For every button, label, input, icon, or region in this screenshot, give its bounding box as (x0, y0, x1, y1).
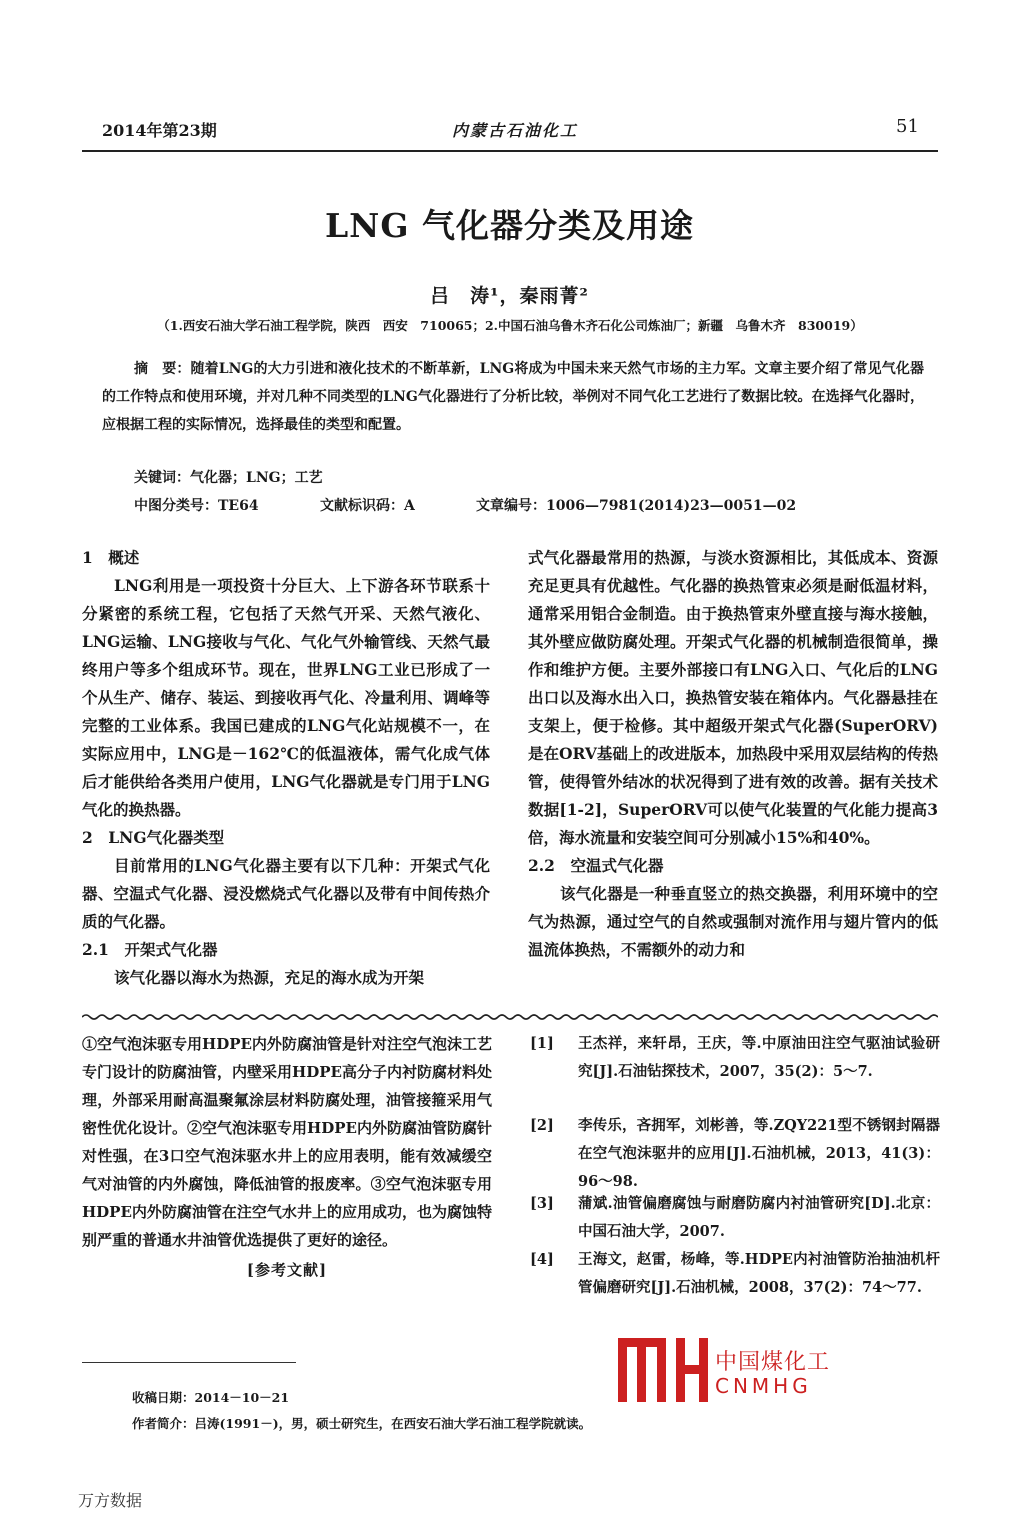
reference-item (530, 1112, 940, 1196)
article-abstract: 摘 要：随着LNG的大力引进和液化技术的不断革新，LNG将成为中国未来天然气市场的主力军。文章主要介绍了常见气化器的工作特点和使用环境，并对几种不同类型的LNG气化器进行了分析比较，举例对不同气化工艺进行了数据比较。在选择气化器时，应根据工程的实际情况，选择最佳的类型和配置。 (102, 361, 924, 433)
document-code: 文献标识码：A (320, 498, 415, 514)
section-heading: 1 概述 (82, 548, 140, 567)
journal-name: 内蒙古石油化工 (452, 121, 579, 140)
paragraph: LNG利用是一项投资十分巨大、上下游各环节联系十分紧密的系统工程，它包括了天然气开采、天然气液化、LNG运输、LNG接收与气化、气化气外输管线、天然气最终用户等多个组成环节。现在，世界LNG工业已形成了一个从生产、储存、装运、到接收再气化、冷量利用、调峰等完整的工业体系。我国已建成的LNG气化站规模不一，在实际应用中，LNG是－162℃的低温液体，需气化成气体后才能供给各类用户使用，LNG气化器就是专门用于LNG气化的换热器。 (82, 576, 490, 819)
header-rule (82, 150, 938, 152)
watermark-text: 万方数据 (78, 1491, 143, 1510)
paragraph: 目前常用的LNG气化器主要有以下几种：开架式气化器、空温式气化器、浸没燃烧式气化器以及带有中间传热介质的气化器。 (82, 856, 490, 931)
reference-text: 王杰祥，来轩昂，王庆，等.中原油田注空气驱油试验研究[J].石油钻探技术，2007，35(2)：5～7. (578, 1035, 940, 1080)
paragraph: 式气化器最常用的热源，与淡水资源相比，其低成本、资源充足更具有优越性。气化器的换热管束必须是耐低温材料，通常采用铝合金制造。由于换热管束外壁直接与海水接触，其外壁应做防腐处理。开架式气化器的机械制造很简单，操作和维护方便。主要外部接口有LNG入口、气化后的LNG出口以及海水出入口，换热管安装在箱体内。气化器悬挂在支架上，便于检修。其中超级开架式气化器(SuperORV)是在ORV基础上的改进版本，加热段中采用双层结构的传热管，使得管外结冰的状况得到了进有效的改善。据有关技术数据[1-2]，SuperORV可以使气化装置的气化能力提高3倍，海水流量和安装空间可分别减小15%和40%。 (528, 548, 938, 847)
references-heading: [参考文献] (246, 1261, 328, 1279)
page-number: 51 (896, 116, 919, 137)
left-column (82, 544, 490, 992)
article-title: LNG 气化器分类及用途 (324, 206, 695, 245)
paragraph: ①空气泡沫驱专用HDPE内外防腐油管是针对注空气泡沫工艺专门设计的防腐油管，内壁采用HDPE高分子内衬防腐材料处理，外部采用耐高温聚氟涂层材料防腐处理，油管接箍采用气密性优化设计。②空气泡沫驱专用HDPE内外防腐油管防腐针对性强，在3口空气泡沫驱水井上的应用表明，能有效减缓空气对油管的内外腐蚀，降低油管的报废率。③空气泡沫驱专用HDPE内外防腐油管在注空气水井上的应用成功，也为腐蚀特别严重的普通水井油管优选提供了更好的途径。 (82, 1035, 492, 1249)
section-heading: 2 LNG气化器类型 (82, 828, 225, 847)
subsection-heading: 2.1 开架式气化器 (82, 940, 218, 959)
article-separator (82, 1013, 938, 1021)
reference-text: 蒲斌.油管偏磨腐蚀与耐磨防腐内衬油管研究[D].北京：中国石油大学，2007. (578, 1195, 940, 1240)
clc-number: 中图分类号：TE64 (134, 498, 259, 514)
logo-english-text: CNMHG (715, 1374, 812, 1398)
reference-text: 王海文，赵雷，杨峰，等.HDPE内衬油管防治抽油机杆管偏磨研究[J].石油机械，2008，37(2)：74～77. (578, 1251, 940, 1296)
paragraph: 该气化器是一种垂直竖立的热交换器，利用环境中的空气为热源，通过空气的自然或强制对流作用与翅片管内的低温流体换热，不需额外的动力和 (528, 884, 938, 959)
reference-number: [4] (530, 1251, 554, 1268)
paragraph: 该气化器以海水为热源，充足的海水成为开架 (114, 968, 425, 987)
prev-article-conclusion (82, 1030, 492, 1284)
classification-line (134, 495, 796, 515)
footnote-rule (82, 1362, 296, 1363)
cnmhg-logo-icon (618, 1338, 708, 1402)
article-affiliation: （1.西安石油大学石油工程学院，陕西 西安 710065；2.中国石油乌鲁木齐石化公司炼油厂；新疆 乌鲁木齐 830019） (157, 318, 863, 333)
reference-item (530, 1030, 940, 1086)
article-authors: 吕 涛¹，秦雨菁² (430, 285, 589, 307)
issue-label: 2014年第23期 (102, 121, 217, 140)
author-bio: 作者简介：吕涛(1991－)，男，硕士研究生，在西安石油大学石油工程学院就读。 (132, 1416, 592, 1431)
subsection-heading: 2.2 空温式气化器 (528, 856, 664, 875)
reference-number: [3] (530, 1195, 554, 1212)
reference-number: [2] (530, 1117, 554, 1134)
reference-text: 李传乐，吝拥军，刘彬善，等.ZQY221型不锈钢封隔器在空气泡沫驱井的应用[J].石油机械，2013，41(3)：96～98. (578, 1117, 940, 1190)
article-number: 文章编号：1006—7981(2014)23—0051—02 (476, 498, 797, 514)
right-column (528, 544, 938, 964)
reference-number: [1] (530, 1035, 554, 1052)
logo-chinese-text: 中国煤化工 (715, 1350, 831, 1375)
reference-item (530, 1190, 940, 1246)
received-date: 收稿日期：2014－10－21 (132, 1390, 290, 1405)
article-keywords: 关键词：气化器；LNG；工艺 (134, 470, 323, 486)
reference-item (530, 1246, 940, 1330)
